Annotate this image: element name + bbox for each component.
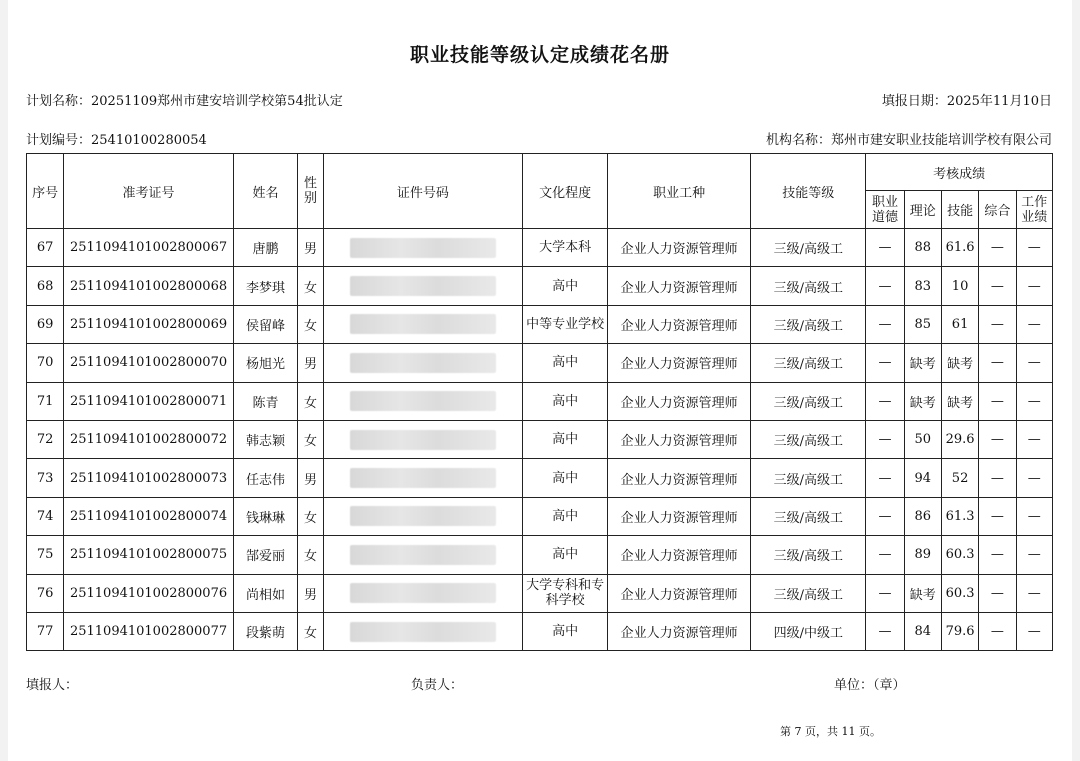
plan-number: 计划编号：25410100280054 xyxy=(26,133,207,148)
cell-gender: 男 xyxy=(298,459,323,497)
cell-name: 段紫萌 xyxy=(233,612,298,650)
cell-ethics: — xyxy=(866,420,904,458)
cell-work: — xyxy=(1016,536,1052,574)
cell-skill-level: 三级/高级工 xyxy=(751,497,866,535)
cell-occupation: 企业人力资源管理师 xyxy=(608,382,751,420)
cell-gender: 女 xyxy=(298,267,323,305)
cell-overall: — xyxy=(979,574,1016,612)
cell-education: 大学本科 xyxy=(523,229,608,267)
cell-education: 高中 xyxy=(523,267,608,305)
organization-name: 机构名称：郑州市建安职业技能培训学校有限公司 xyxy=(765,133,1052,148)
cell-skill: 10 xyxy=(941,267,978,305)
cell-skill-level: 三级/高级工 xyxy=(751,536,866,574)
cell-seq: 76 xyxy=(27,574,64,612)
cell-occupation: 企业人力资源管理师 xyxy=(608,344,751,382)
cell-gender: 男 xyxy=(298,574,323,612)
cell-seq: 69 xyxy=(27,305,64,343)
cell-id xyxy=(323,497,523,535)
cell-ethics: — xyxy=(866,305,904,343)
plan-number-value: 25410100280054 xyxy=(91,133,207,148)
cell-overall: — xyxy=(979,267,1016,305)
unit-seal-label: 单位：（章） xyxy=(834,678,906,693)
cell-theory: 缺考 xyxy=(904,344,941,382)
plan-name-value: 20251109郑州市建安培训学校第54批认定 xyxy=(91,94,343,109)
redacted-id-number xyxy=(350,391,496,411)
cell-education: 大学专科和专科学校 xyxy=(523,574,608,612)
cell-theory: 84 xyxy=(904,612,941,650)
cell-occupation: 企业人力资源管理师 xyxy=(608,574,751,612)
cell-name: 唐鹏 xyxy=(233,229,298,267)
header-skill: 技能 xyxy=(941,191,978,229)
cell-gender: 女 xyxy=(298,382,323,420)
cell-ticket: 2511094101002800075 xyxy=(64,536,233,574)
cell-skill: 29.6 xyxy=(941,420,978,458)
cell-id xyxy=(323,536,523,574)
cell-ticket: 2511094101002800077 xyxy=(64,612,233,650)
document-title: 职业技能等级认定成绩花名册 xyxy=(409,44,670,66)
header-seq: 序号 xyxy=(27,154,64,229)
organization-name-value: 郑州市建安职业技能培训学校有限公司 xyxy=(830,133,1052,148)
header-name: 姓名 xyxy=(233,154,298,229)
cell-seq: 68 xyxy=(27,267,64,305)
cell-skill: 60.3 xyxy=(941,574,978,612)
cell-id xyxy=(323,267,523,305)
cell-ticket: 2511094101002800070 xyxy=(64,344,233,382)
cell-theory: 83 xyxy=(904,267,941,305)
cell-gender: 女 xyxy=(298,305,323,343)
cell-overall: — xyxy=(979,536,1016,574)
cell-seq: 73 xyxy=(27,459,64,497)
cell-occupation: 企业人力资源管理师 xyxy=(608,497,751,535)
cell-skill-level: 三级/高级工 xyxy=(751,344,866,382)
table-row xyxy=(27,305,1053,343)
table-row xyxy=(27,420,1053,458)
cell-name: 郜爱丽 xyxy=(233,536,298,574)
cell-skill: 52 xyxy=(941,459,978,497)
cell-ticket: 2511094101002800068 xyxy=(64,267,233,305)
cell-overall: — xyxy=(979,229,1016,267)
cell-work: — xyxy=(1016,459,1052,497)
cell-name: 杨旭光 xyxy=(233,344,298,382)
cell-ethics: — xyxy=(866,229,904,267)
filler-label: 填报人： xyxy=(26,678,79,693)
cell-skill: 60.3 xyxy=(941,536,978,574)
cell-ethics: — xyxy=(866,459,904,497)
cell-theory: 缺考 xyxy=(904,574,941,612)
cell-gender: 女 xyxy=(298,497,323,535)
cell-theory: 50 xyxy=(904,420,941,458)
cell-name: 侯留峰 xyxy=(233,305,298,343)
table-row xyxy=(27,612,1053,650)
cell-skill: 61.3 xyxy=(941,497,978,535)
cell-skill: 缺考 xyxy=(941,344,978,382)
table-row xyxy=(27,344,1053,382)
header-skill-level: 技能等级 xyxy=(751,154,866,229)
cell-seq: 67 xyxy=(27,229,64,267)
cell-education: 高中 xyxy=(523,536,608,574)
cell-id xyxy=(323,305,523,343)
cell-ethics: — xyxy=(866,574,904,612)
cell-ethics: — xyxy=(866,382,904,420)
cell-skill-level: 三级/高级工 xyxy=(751,420,866,458)
redacted-id-number xyxy=(350,276,496,296)
cell-theory: 缺考 xyxy=(904,382,941,420)
cell-occupation: 企业人力资源管理师 xyxy=(608,305,751,343)
fill-date: 填报日期：2025年11月10日 xyxy=(881,94,1052,109)
cell-work: — xyxy=(1016,420,1052,458)
cell-overall: — xyxy=(979,382,1016,420)
plan-name: 计划名称：20251109郑州市建安培训学校第54批认定 xyxy=(26,94,343,109)
cell-id xyxy=(323,229,523,267)
cell-gender: 女 xyxy=(298,612,323,650)
redacted-id-number xyxy=(350,622,496,642)
cell-skill-level: 三级/高级工 xyxy=(751,574,866,612)
cell-ticket: 2511094101002800074 xyxy=(64,497,233,535)
table-row xyxy=(27,574,1053,612)
cell-name: 李梦琪 xyxy=(233,267,298,305)
cell-id xyxy=(323,344,523,382)
cell-education: 高中 xyxy=(523,382,608,420)
cell-occupation: 企业人力资源管理师 xyxy=(608,536,751,574)
table-row xyxy=(27,536,1053,574)
cell-ethics: — xyxy=(866,267,904,305)
header-education: 文化程度 xyxy=(523,154,608,229)
cell-work: — xyxy=(1016,344,1052,382)
header-scores: 考核成绩 xyxy=(866,154,1053,191)
cell-work: — xyxy=(1016,382,1052,420)
redacted-id-number xyxy=(350,314,496,334)
document-page xyxy=(8,0,1072,761)
table-row xyxy=(27,267,1053,305)
cell-id xyxy=(323,459,523,497)
cell-skill: 61 xyxy=(941,305,978,343)
cell-name: 钱琳琳 xyxy=(233,497,298,535)
cell-ticket: 2511094101002800071 xyxy=(64,382,233,420)
leader-label: 负责人： xyxy=(411,678,464,693)
header-occupation: 职业工种 xyxy=(608,154,751,229)
cell-occupation: 企业人力资源管理师 xyxy=(608,229,751,267)
cell-name: 陈青 xyxy=(233,382,298,420)
cell-education: 高中 xyxy=(523,420,608,458)
cell-id xyxy=(323,382,523,420)
cell-work: — xyxy=(1016,574,1052,612)
cell-seq: 72 xyxy=(27,420,64,458)
cell-work: — xyxy=(1016,612,1052,650)
cell-ticket: 2511094101002800072 xyxy=(64,420,233,458)
cell-education: 高中 xyxy=(523,612,608,650)
cell-skill: 缺考 xyxy=(941,382,978,420)
table-row xyxy=(27,459,1053,497)
cell-ethics: — xyxy=(866,612,904,650)
cell-work: — xyxy=(1016,267,1052,305)
cell-overall: — xyxy=(979,459,1016,497)
cell-seq: 75 xyxy=(27,536,64,574)
cell-name: 韩志颖 xyxy=(233,420,298,458)
cell-skill: 79.6 xyxy=(941,612,978,650)
cell-ticket: 2511094101002800076 xyxy=(64,574,233,612)
cell-seq: 77 xyxy=(27,612,64,650)
cell-overall: — xyxy=(979,344,1016,382)
cell-occupation: 企业人力资源管理师 xyxy=(608,267,751,305)
cell-education: 高中 xyxy=(523,497,608,535)
redacted-id-number xyxy=(350,353,496,373)
cell-seq: 71 xyxy=(27,382,64,420)
cell-skill-level: 三级/高级工 xyxy=(751,459,866,497)
cell-gender: 女 xyxy=(298,536,323,574)
redacted-id-number xyxy=(350,468,496,488)
cell-education: 高中 xyxy=(523,344,608,382)
cell-ticket: 2511094101002800069 xyxy=(64,305,233,343)
cell-work: — xyxy=(1016,305,1052,343)
page-indicator: 第 7 页，共 11 页。 xyxy=(780,725,881,738)
cell-overall: — xyxy=(979,305,1016,343)
header-work: 工作业绩 xyxy=(1016,191,1052,229)
cell-id xyxy=(323,574,523,612)
cell-work: — xyxy=(1016,497,1052,535)
cell-skill-level: 三级/高级工 xyxy=(751,305,866,343)
header-ethics: 职业道德 xyxy=(866,191,904,229)
cell-skill-level: 四级/中级工 xyxy=(751,612,866,650)
cell-overall: — xyxy=(979,612,1016,650)
redacted-id-number xyxy=(350,506,496,526)
cell-gender: 男 xyxy=(298,344,323,382)
cell-education: 高中 xyxy=(523,459,608,497)
header-theory: 理论 xyxy=(904,191,941,229)
cell-theory: 94 xyxy=(904,459,941,497)
cell-theory: 85 xyxy=(904,305,941,343)
header-row xyxy=(27,154,1053,191)
cell-id xyxy=(323,420,523,458)
cell-id xyxy=(323,612,523,650)
cell-gender: 女 xyxy=(298,420,323,458)
cell-ethics: — xyxy=(866,536,904,574)
cell-skill-level: 三级/高级工 xyxy=(751,267,866,305)
redacted-id-number xyxy=(350,238,496,258)
cell-ticket: 2511094101002800067 xyxy=(64,229,233,267)
cell-ethics: — xyxy=(866,497,904,535)
table-row xyxy=(27,497,1053,535)
cell-theory: 86 xyxy=(904,497,941,535)
cell-skill-level: 三级/高级工 xyxy=(751,382,866,420)
header-ticket: 准考证号 xyxy=(64,154,233,229)
cell-ethics: — xyxy=(866,344,904,382)
redacted-id-number xyxy=(350,583,496,603)
header-overall: 综合 xyxy=(979,191,1016,229)
redacted-id-number xyxy=(350,430,496,450)
cell-name: 尚相如 xyxy=(233,574,298,612)
cell-theory: 88 xyxy=(904,229,941,267)
cell-seq: 70 xyxy=(27,344,64,382)
header-gender: 性别 xyxy=(298,154,323,229)
cell-name: 任志伟 xyxy=(233,459,298,497)
cell-gender: 男 xyxy=(298,229,323,267)
cell-occupation: 企业人力资源管理师 xyxy=(608,612,751,650)
cell-work: — xyxy=(1016,229,1052,267)
header-id: 证件号码 xyxy=(323,154,523,229)
cell-skill-level: 三级/高级工 xyxy=(751,229,866,267)
redacted-id-number xyxy=(350,545,496,565)
cell-theory: 89 xyxy=(904,536,941,574)
cell-occupation: 企业人力资源管理师 xyxy=(608,420,751,458)
cell-ticket: 2511094101002800073 xyxy=(64,459,233,497)
cell-overall: — xyxy=(979,497,1016,535)
cell-education: 中等专业学校 xyxy=(523,305,608,343)
cell-overall: — xyxy=(979,420,1016,458)
fill-date-value: 2025年11月10日 xyxy=(946,94,1052,109)
score-roster-table xyxy=(26,153,1053,651)
table-row xyxy=(27,382,1053,420)
cell-occupation: 企业人力资源管理师 xyxy=(608,459,751,497)
cell-skill: 61.6 xyxy=(941,229,978,267)
cell-seq: 74 xyxy=(27,497,64,535)
table-row xyxy=(27,229,1053,267)
